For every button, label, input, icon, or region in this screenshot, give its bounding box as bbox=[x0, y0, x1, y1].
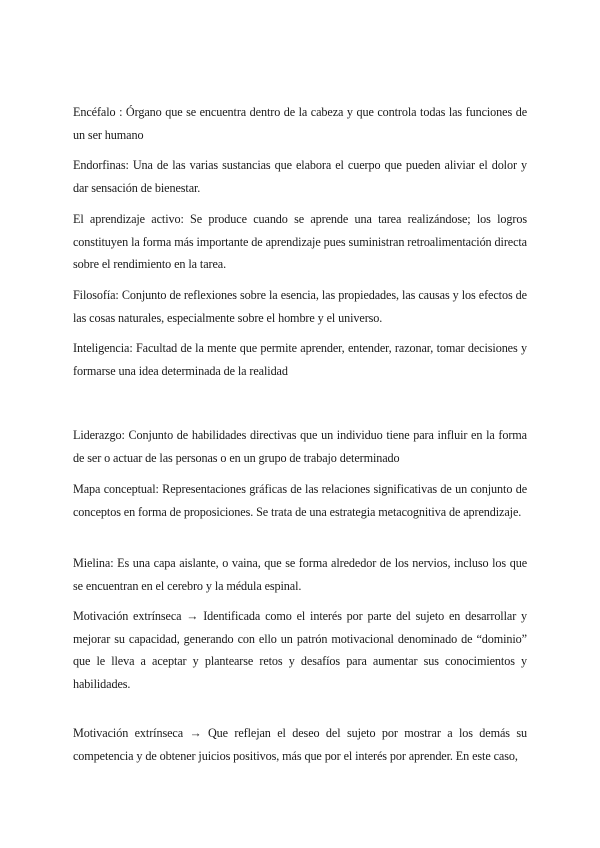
definition-filosofia: Filosofía: Conjunto de reflexiones sobre la esencia, las propiedades, las causas y los efectos de las cosas naturales, especialmente sobre el hombre y el universo. bbox=[73, 288, 527, 325]
definition-motivacion-extrinseca-2: Motivación extrínseca → Que reflejan el deseo del sujeto por mostrar a los demás su competencia y de obtener juicios positivos, más que por el interés por aprender. En este caso, bbox=[73, 726, 527, 763]
definition-encefalo: Encéfalo : Órgano que se encuentra dentro de la cabeza y que controla todas las funciones de un ser humano bbox=[73, 105, 527, 142]
definition-motivacion-extrinseca-1: Motivación extrínseca → Identificada como el interés por parte del sujeto en desarrollar y mejorar su capacidad, generando con ello un patrón motivacional denominado de “dominio” que le lleva a aceptar y plantearse retos y desafíos para aumentar sus conocimientos y habilidades. bbox=[73, 609, 527, 691]
definition-endorfinas: Endorfinas: Una de las varias sustancias que elabora el cuerpo que pueden aliviar el dolor y dar sensación de bienestar. bbox=[73, 158, 527, 195]
definition-aprendizaje-activo: El aprendizaje activo: Se produce cuando se aprende una tarea realizándose; los logros constituyen la forma más importante de aprendizaje pues suministran retroalimentación directa sobre el rendimiento en la tarea. bbox=[73, 212, 527, 271]
definition-inteligencia: Inteligencia: Facultad de la mente que permite aprender, entender, razonar, tomar decisiones y formarse una idea determinada de la realidad bbox=[73, 341, 527, 378]
definition-mielina: Mielina: Es una capa aislante, o vaina, que se forma alrededor de los nervios, incluso los que se encuentran en el cerebro y la médula espinal. bbox=[73, 556, 527, 593]
definition-mapa-conceptual: Mapa conceptual: Representaciones gráficas de las relaciones significativas de un conjunto de conceptos en forma de proposiciones. Se trata de una estrategia metacognitiva de aprendizaje. bbox=[73, 482, 527, 519]
definition-liderazgo: Liderazgo: Conjunto de habilidades directivas que un individuo tiene para influir en la forma de ser o actuar de las personas o en un grupo de trabajo determinado bbox=[73, 428, 527, 465]
